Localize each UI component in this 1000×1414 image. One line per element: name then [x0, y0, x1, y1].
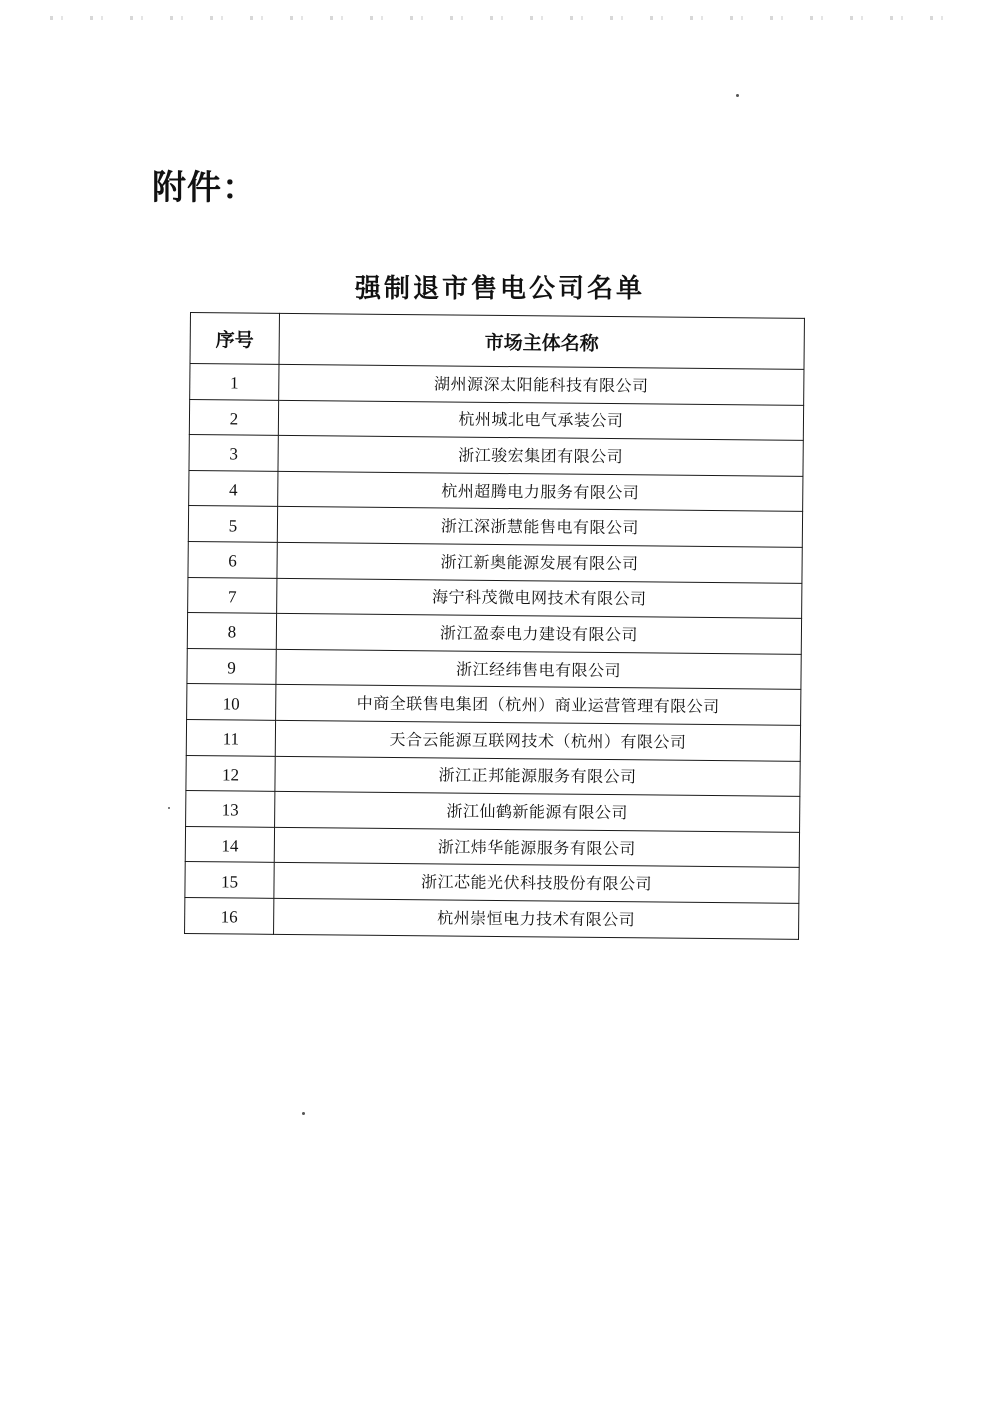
row-company-name: 浙江深浙慧能售电有限公司 [277, 507, 802, 548]
row-serial-number: 6 [188, 541, 277, 577]
row-serial-number: 3 [189, 435, 278, 471]
row-company-name: 浙江芯能光伏科技股份有限公司 [274, 863, 799, 904]
row-serial-number: 7 [188, 577, 277, 613]
attachment-label: 附件： [152, 168, 257, 208]
row-company-name: 浙江盈泰电力建设有限公司 [276, 614, 801, 655]
row-serial-number: 11 [186, 719, 275, 755]
scan-speck [302, 1112, 305, 1115]
table-row [187, 684, 801, 725]
row-serial-number: 2 [189, 399, 278, 435]
table-row [185, 862, 799, 903]
table-row [189, 399, 803, 440]
row-company-name: 浙江正邦能源服务有限公司 [275, 756, 800, 797]
row-serial-number: 14 [185, 826, 274, 862]
row-company-name: 浙江炜华能源服务有限公司 [274, 827, 799, 868]
table-row [188, 541, 802, 582]
header-serial-number: 序号 [190, 313, 279, 365]
row-company-name: 浙江仙鹤新能源有限公司 [275, 791, 800, 832]
table-header-row [190, 313, 804, 370]
row-company-name: 杭州崇恒电力技术有限公司 [274, 898, 799, 939]
scan-speck [168, 807, 170, 809]
scan-speck [736, 94, 739, 97]
row-serial-number: 4 [189, 470, 278, 506]
row-serial-number: 9 [187, 648, 276, 684]
company-list-table [184, 312, 805, 939]
row-serial-number: 8 [187, 613, 276, 649]
row-company-name: 浙江新奥能源发展有限公司 [277, 542, 802, 583]
table-body [185, 364, 804, 939]
document-title: 强制退市售电公司名单 [354, 274, 645, 304]
table-row [187, 648, 801, 689]
row-serial-number: 5 [188, 506, 277, 542]
table-row [186, 791, 800, 832]
row-serial-number: 12 [186, 755, 275, 791]
row-serial-number: 16 [185, 897, 274, 933]
scan-noise-strip [50, 16, 950, 20]
row-serial-number: 1 [190, 364, 279, 400]
row-company-name: 海宁科茂微电网技术有限公司 [277, 578, 802, 619]
table-row [189, 435, 803, 476]
row-serial-number: 10 [187, 684, 276, 720]
row-company-name: 湖州源深太阳能科技有限公司 [279, 364, 804, 405]
table-row [188, 506, 802, 547]
row-company-name: 浙江骏宏集团有限公司 [278, 436, 803, 477]
row-serial-number: 15 [185, 862, 274, 898]
table-row [190, 364, 804, 405]
row-company-name: 浙江经纬售电有限公司 [276, 649, 801, 690]
row-company-name: 杭州超腾电力服务有限公司 [278, 471, 803, 512]
table-row [186, 719, 800, 760]
table-row [187, 613, 801, 654]
row-company-name: 中商全联售电集团（杭州）商业运营管理有限公司 [276, 685, 801, 726]
table-row [185, 897, 799, 938]
table-row [189, 470, 803, 511]
company-list-table-wrapper [184, 312, 804, 939]
table-row [185, 826, 799, 867]
row-serial-number: 13 [186, 791, 275, 827]
table-row [188, 577, 802, 618]
table-row [186, 755, 800, 796]
row-company-name: 杭州城北电气承装公司 [278, 400, 803, 441]
header-entity-name: 市场主体名称 [279, 313, 804, 369]
row-company-name: 天合云能源互联网技术（杭州）有限公司 [275, 720, 800, 761]
